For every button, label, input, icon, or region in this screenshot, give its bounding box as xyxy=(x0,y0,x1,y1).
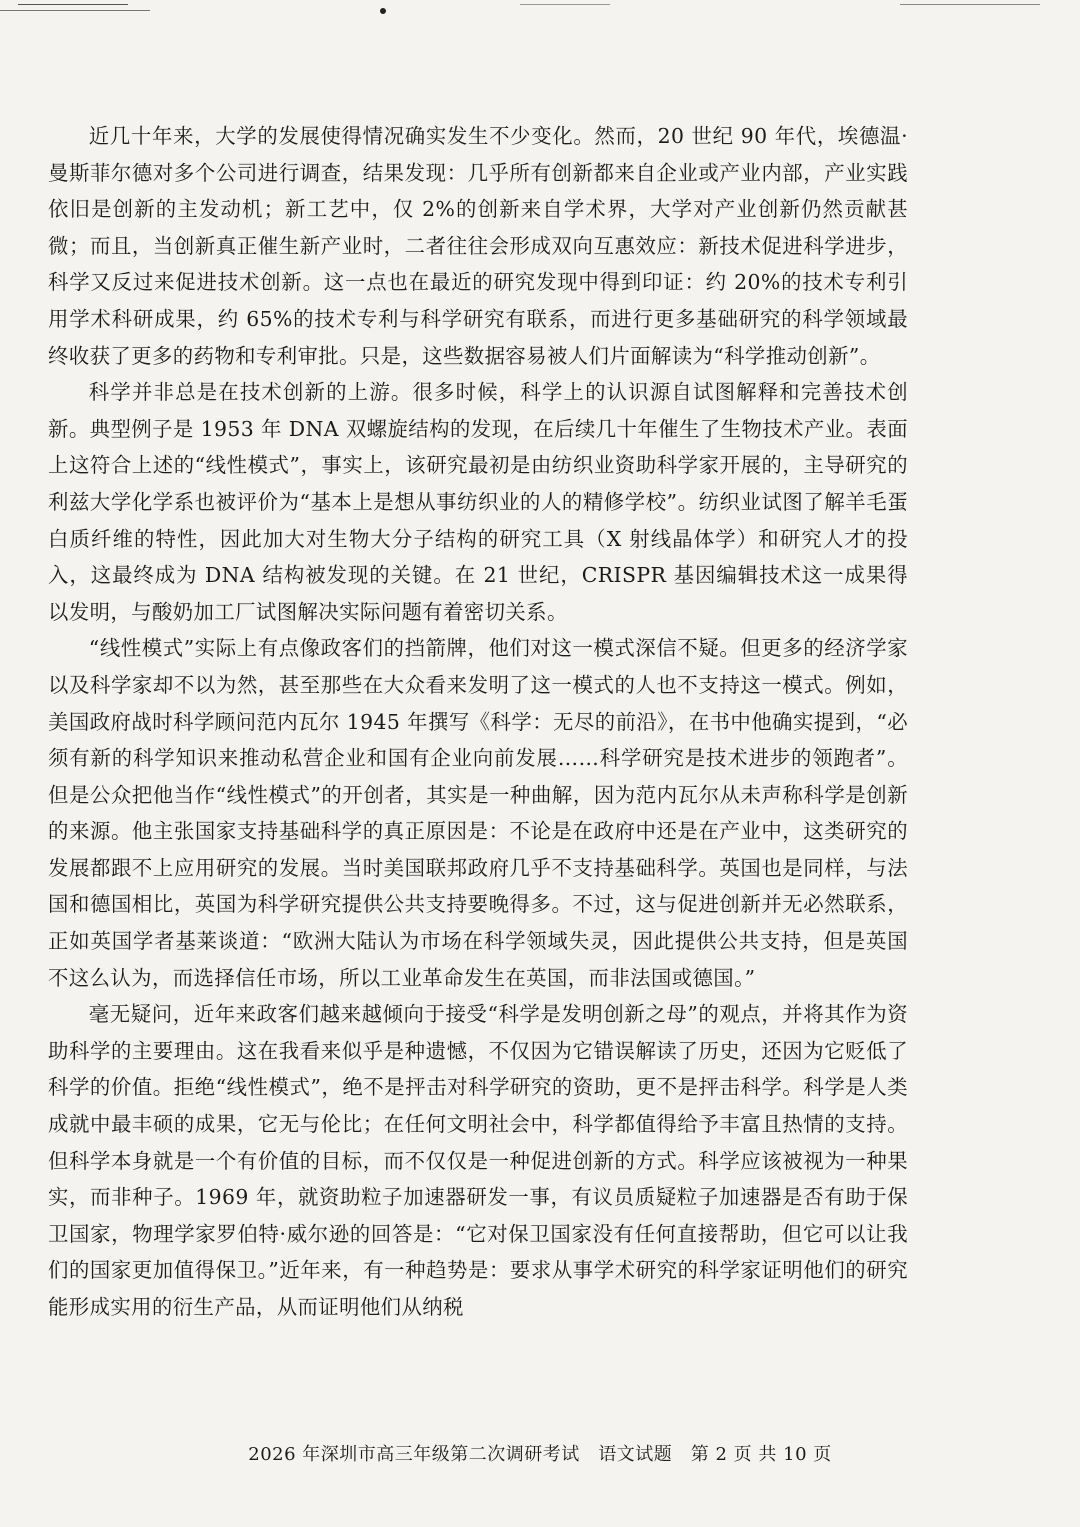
passage-body xyxy=(48,118,908,1326)
paragraph-3: “线性模式”实际上有点像政客们的挡箭牌，他们对这一模式深信不疑。但更多的经济学家以及科学家却不以为然，甚至那些在大众看来发明了这一模式的人也不支持这一模式。例如，美国政府战时科学顾问范内瓦尔 1945 年撰写《科学：无尽的前沿》，在书中他确实提到，“必须有新的科学知识来推动私营企业和国有企业向前发展……科学研究是技术进步的领跑者”。但是公众把他当作“线性模式”的开创者，其实是一种曲解，因为范内瓦尔从未声称科学是创新的来源。他主张国家支持基础科学的真正原因是：不论是在政府中还是在产业中，这类研究的发展都跟不上应用研究的发展。当时美国联邦政府几乎不支持基础科学。英国也是同样，与法国和德国相比，英国为科学研究提供公共支持要晚得多。不过，这与促进创新并无必然联系，正如英国学者基莱谈道：“欧洲大陆认为市场在科学领域失灵，因此提供公共支持，但是英国不这么认为，而选择信任市场，所以工业革命发生在英国，而非法国或德国。” xyxy=(48,636,908,990)
scan-line-mark xyxy=(520,4,610,5)
paragraph-1: 近几十年来，大学的发展使得情况确实发生不少变化。然而，20 世纪 90 年代，埃德温·曼斯菲尔德对多个公司进行调查，结果发现：几乎所有创新都来自企业或产业内部，产业实践依旧是创新的主发动机；新工艺中，仅 2%的创新来自学术界，大学对产业创新仍然贡献甚微；而且，当创新真正催生新产业时，二者往往会形成双向互惠效应：新技术促进科学进步，科学又反过来促进技术创新。这一点也在最近的研究发现中得到印证：约 20%的技术专利引用学术科研成果，约 65%的技术专利与科学研究有联系，而进行更多基础研究的科学领域最终收获了更多的药物和专利审批。只是，这些数据容易被人们片面解读为“科学推动创新”。 xyxy=(48,124,908,368)
scan-artifacts xyxy=(0,0,1080,20)
scan-dot-mark xyxy=(380,8,386,14)
page-footer: 2026 年深圳市高三年级第二次调研考试 语文试题 第 2 页 共 10 页 xyxy=(248,1444,832,1465)
scan-line-mark xyxy=(0,10,150,11)
paragraph-2: 科学并非总是在技术创新的上游。很多时候，科学上的认识源自试图解释和完善技术创新。典型例子是 1953 年 DNA 双螺旋结构的发现，在后续几十年催生了生物技术产业。表面上这符合上述的“线性模式”，事实上，该研究最初是由纺织业资助科学家开展的，主导研究的利兹大学化学系也被评价为“基本上是想从事纺织业的人的精修学校”。纺织业试图了解羊毛蛋白质纤维的特性，因此加大对生物大分子结构的研究工具（X 射线晶体学）和研究人才的投入，这最终成为 DNA 结构被发现的关键。在 21 世纪，CRISPR 基因编辑技术这一成果得以发明，与酸奶加工厂试图解决实际问题有着密切关系。 xyxy=(48,380,908,624)
scan-line-mark xyxy=(900,4,1040,5)
scan-line-mark xyxy=(18,4,128,5)
paragraph-4: 毫无疑问，近年来政客们越来越倾向于接受“科学是发明创新之母”的观点，并将其作为资助科学的主要理由。这在我看来似乎是种遗憾，不仅因为它错误解读了历史，还因为它贬低了科学的价值。拒绝“线性模式”，绝不是抨击对科学研究的资助，更不是抨击科学。科学是人类成就中最丰硕的成果，它无与伦比；在任何文明社会中，科学都值得给予丰富且热情的支持。但科学本身就是一个有价值的目标，而不仅仅是一种促进创新的方式。科学应该被视为一种果实，而非种子。1969 年，就资助粒子加速器研发一事，有议员质疑粒子加速器是否有助于保卫国家，物理学家罗伯特·威尔逊的回答是：“它对保卫国家没有任何直接帮助，但它可以让我们的国家更加值得保卫。”近年来，有一种趋势是：要求从事学术研究的科学家证明他们的研究能形成实用的衍生产品，从而证明他们从纳税 xyxy=(48,1002,908,1319)
